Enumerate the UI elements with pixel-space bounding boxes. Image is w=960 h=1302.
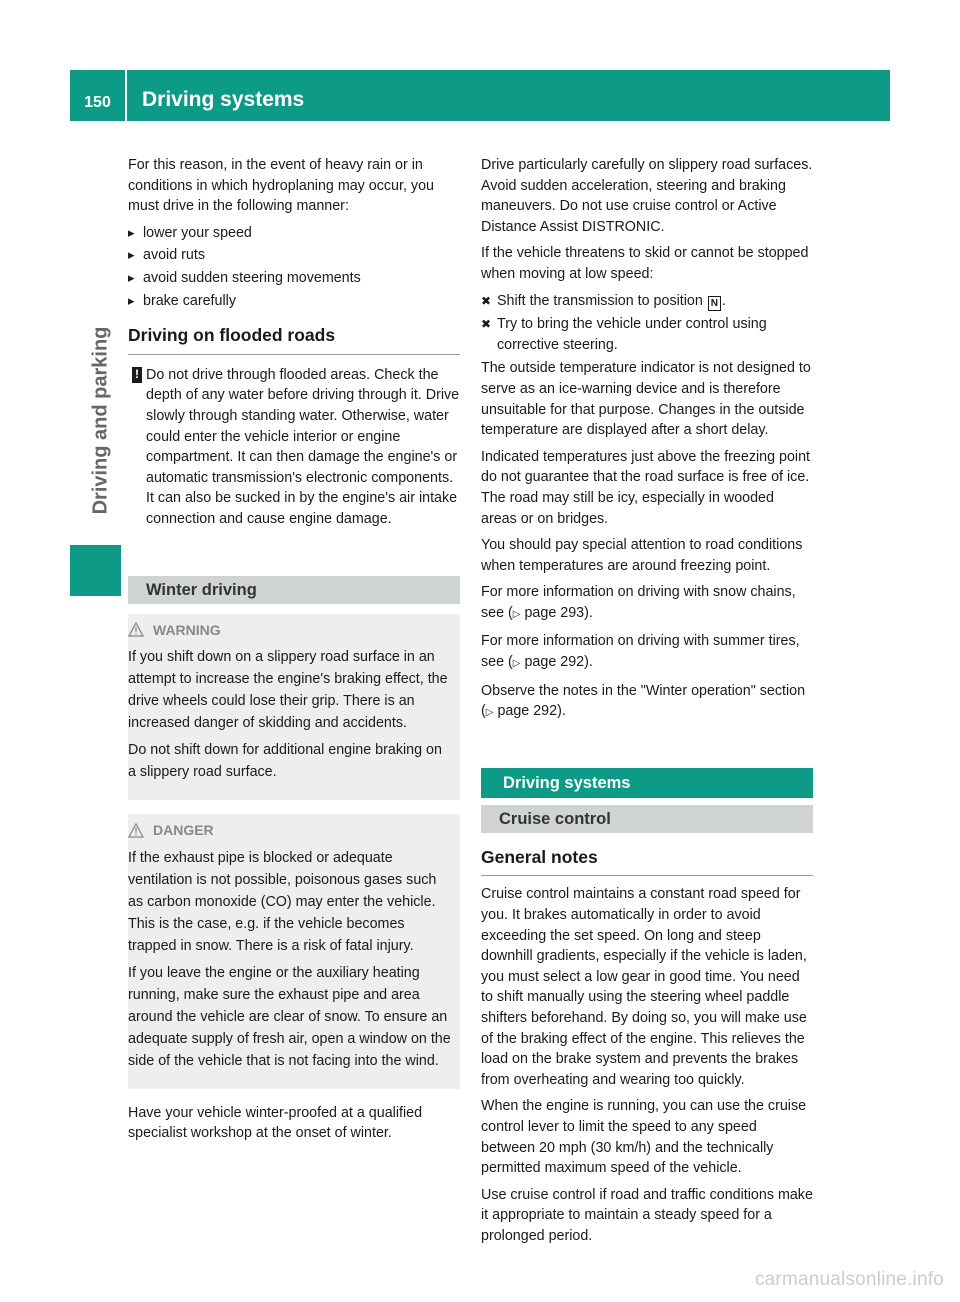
side-tab-marker: [70, 545, 121, 596]
page-ref-icon: ▷: [512, 608, 521, 620]
attention-paragraph: You should pay special attention to road conditions when temperatures are around freezing point.: [481, 537, 803, 574]
ref-text: ).: [584, 604, 593, 621]
warning-text: Do not shift down for additional engine braking on a slippery road surface.: [128, 742, 442, 781]
ref-text: Observe the notes in the "Winter operation" section (: [481, 682, 806, 720]
summer-tires-paragraph: [481, 631, 813, 674]
page-ref-link[interactable]: page 292: [497, 703, 558, 720]
warning-label: WARNING: [153, 621, 221, 638]
danger-text: If the exhaust pipe is blocked or adequate ventilation is not possible, poisonous gases such as carbon monoxide (CO) may enter the vehicle. This is the case, e.g. if the vehicle becomes trapped in snow. There is a risk of fatal injury.: [128, 849, 437, 954]
bullet-item: ▸ avoid sudden steering movements: [128, 268, 460, 289]
danger-text: If you leave the engine or the auxiliary heating running, make sure the exhaust pipe and area around the vehicle are clear of snow. To ensure an adequate supply of fresh air, open a window on the side of the vehicle that is not facing into the wind.: [128, 964, 451, 1069]
warning-header: [128, 620, 452, 641]
warning-text: If you shift down on a slippery road surface in an attempt to increase the engine's braking effect, the drive wheels could lose their grip. There is an increased danger of skidding and accidents.: [128, 649, 448, 732]
freezing-paragraph: Indicated temperatures just above the freezing point do not guarantee that the road surface is free of ice. The road may still be icy, especially in wooded areas or on bridges.: [481, 448, 811, 527]
ref-text: ).: [557, 703, 566, 720]
flooded-roads-note: [128, 365, 460, 530]
page-ref-icon: ▷: [485, 707, 494, 719]
cruise-control-section: Cruise control: [481, 805, 813, 833]
cruise-control-paragraph: Use cruise control if road and traffic conditions make it appropriate to maintain a steady speed for a prolonged period.: [481, 1186, 813, 1244]
side-tab-text: Driving and parking: [89, 326, 112, 514]
warning-triangle-icon: [128, 823, 144, 838]
side-tab-label: [86, 310, 116, 530]
cruise-control-paragraph: Cruise control maintains a constant road speed for you. It brakes automatically in order to avoid exceeding the set speed. On long and steep downhill gradients, especially if the vehicle is laden, you must select a low gear in good time. You need to shift manually using the steering wheel paddle shifters beforehand. By doing so, you will make use of the braking effect of the engine. This relieves the load on the brake system and prevents the brakes from overheating and wearing too quickly.: [481, 886, 807, 1088]
danger-header: [128, 820, 452, 841]
snow-chains-paragraph: [481, 582, 813, 625]
page-ref-icon: ▷: [512, 658, 521, 670]
warning-triangle-icon: [128, 622, 144, 637]
instruction-step: [481, 291, 813, 312]
slippery-roads-paragraph: Drive particularly carefully on slippery road surfaces. Avoid sudden acceleration, steering and braking maneuvers. Do not use cruise control or Active Distance Assist DISTRONIC.: [481, 157, 813, 235]
ref-text: For more information on driving with snow chains, see (: [481, 584, 796, 621]
skid-paragraph: If the vehicle threatens to skid or cannot be stopped when moving at low speed:: [481, 245, 809, 282]
flooded-roads-heading: Driving on flooded roads: [128, 325, 460, 355]
bullet-item: ▸ brake carefully: [128, 291, 460, 312]
chapter-title: Driving systems: [142, 88, 305, 111]
bullet-item: ▸ avoid ruts: [128, 245, 460, 266]
step-end: .: [721, 292, 726, 309]
winter-driving-section: Winter driving: [128, 576, 460, 604]
danger-label: DANGER: [153, 822, 214, 839]
page-header: [70, 70, 890, 121]
page-number: 150: [84, 94, 111, 111]
neutral-position-icon: N: [708, 296, 721, 311]
header-divider: [125, 70, 127, 121]
page-ref-link[interactable]: page 293: [524, 604, 585, 621]
page-ref-link[interactable]: page 292: [524, 654, 585, 671]
left-column: [128, 155, 460, 1150]
driving-systems-section: Driving systems: [481, 768, 813, 798]
temperature-paragraph: The outside temperature indicator is not designed to serve as an ice-warning device and is therefore unsuitable for that purpose. Changes in the outside temperature are displayed after a short delay.: [481, 360, 811, 439]
instruction-step: ✖ Try to bring the vehicle under control using corrective steering.: [481, 314, 813, 355]
ref-text: For more information on driving with summer tires, see (: [481, 633, 800, 671]
note-text: Do not drive through flooded areas. Check the depth of any water before driving through it. Drive slowly through standing water. Otherwise, water could enter the vehicle interior or engine compartment. It can then damage the engine's or automatic transmission's electronic components. It can also be sucked in by the engine's air intake connection and cause engine damage.: [146, 366, 460, 527]
closing-paragraph: Have your vehicle winter-proofed at a qualified specialist workshop at the onset of winter.: [128, 1104, 423, 1142]
right-column: [481, 155, 813, 1253]
bullet-item: ▸ lower your speed: [128, 223, 460, 244]
winter-operation-paragraph: [481, 681, 813, 724]
watermark: carmanualsonline.info: [754, 1269, 944, 1290]
danger-box: [128, 814, 460, 1089]
general-notes-heading: General notes: [481, 847, 813, 877]
intro-paragraph: For this reason, in the event of heavy rain or in conditions in which hydroplaning may occur, you must drive in the following manner:: [128, 157, 434, 215]
warning-box: [128, 614, 460, 801]
step-text: Shift the transmission to position: [497, 292, 703, 309]
exclamation-icon: !: [132, 367, 142, 383]
cruise-control-paragraph: When the engine is running, you can use the cruise control lever to limit the speed to any speed between 20 mph (30 km/h) and the technically permitted maximum speed of the vehicle.: [481, 1098, 807, 1177]
ref-text: ).: [584, 654, 593, 671]
